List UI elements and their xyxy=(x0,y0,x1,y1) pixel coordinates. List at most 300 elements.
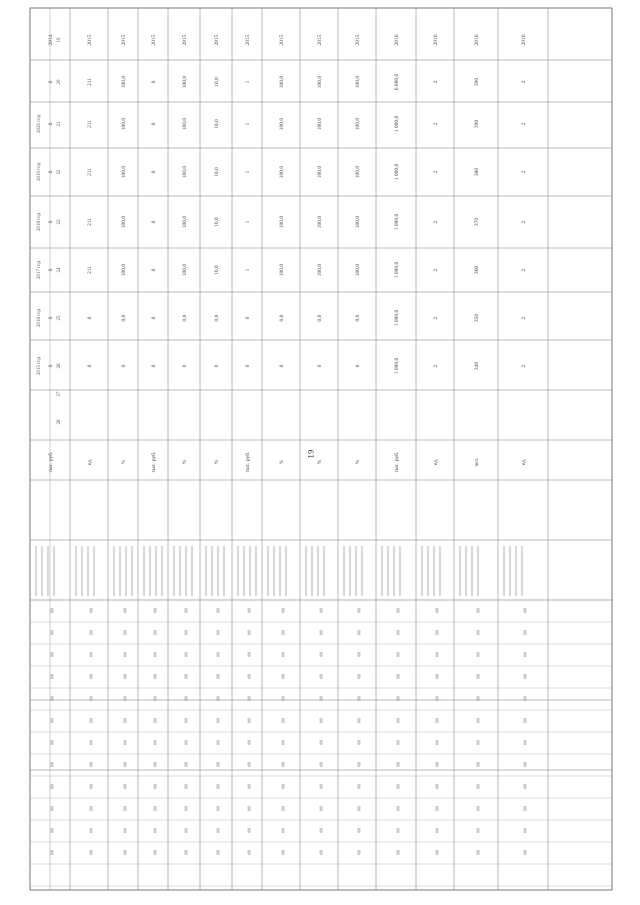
small-code-cell xyxy=(185,740,188,745)
small-code-cell xyxy=(124,850,127,855)
table-cell: 0 xyxy=(151,170,157,174)
table-cell: 100,0 xyxy=(355,215,361,229)
small-code-cell xyxy=(51,806,54,811)
small-code-cell xyxy=(154,850,157,855)
table-cell: 10,0 xyxy=(214,119,220,129)
small-code-cell xyxy=(320,630,323,635)
small-code-cell xyxy=(90,674,93,679)
table-cell: 211 xyxy=(87,265,93,275)
small-code-cell xyxy=(524,718,527,723)
small-code-cell xyxy=(397,806,400,811)
small-code-cell xyxy=(320,740,323,745)
table-cell: 100,0 xyxy=(182,117,188,131)
small-code-cell xyxy=(358,674,361,679)
table-cell: тыс. руб. xyxy=(151,451,157,473)
table-cell: 0 xyxy=(317,364,323,368)
small-code-cell xyxy=(217,806,220,811)
table-cell: 100,0 xyxy=(317,117,323,131)
column-number: 20 xyxy=(57,79,62,85)
small-code-cell xyxy=(217,850,220,855)
small-code-cell xyxy=(477,718,480,723)
small-code-cell xyxy=(524,630,527,635)
column-number: 22 xyxy=(57,169,62,175)
table-cell: 2015 xyxy=(317,34,323,46)
table-cell: 211 xyxy=(87,77,93,87)
small-code-cell xyxy=(90,696,93,701)
table-cell: тыс. руб. xyxy=(394,451,400,473)
table-cell: 100,0 xyxy=(279,263,285,277)
small-code-cell xyxy=(524,850,527,855)
small-code-cell xyxy=(320,674,323,679)
small-code-cell xyxy=(397,740,400,745)
small-code-cell xyxy=(248,608,251,613)
table-cell: 390 xyxy=(474,77,480,87)
table-cell: % xyxy=(317,459,323,465)
small-code-cell xyxy=(320,806,323,811)
small-code-cell xyxy=(51,828,54,833)
small-code-cell xyxy=(477,740,480,745)
small-code-cell xyxy=(320,696,323,701)
table-cell: 0 xyxy=(279,364,285,368)
small-code-cell xyxy=(282,740,285,745)
small-code-cell xyxy=(397,718,400,723)
small-code-cell xyxy=(282,608,285,613)
table-cell: 2015 xyxy=(121,34,127,46)
small-code-cell xyxy=(436,630,439,635)
small-code-cell xyxy=(90,740,93,745)
table-cell: 0,0 xyxy=(317,314,323,322)
table-cell: 100,0 xyxy=(317,263,323,277)
small-code-cell xyxy=(124,696,127,701)
year-header: 2017 год xyxy=(37,260,42,280)
small-code-cell xyxy=(51,740,54,745)
table-cell: 380 xyxy=(474,167,480,177)
small-code-cell xyxy=(282,784,285,789)
table-cell: 100,0 xyxy=(355,117,361,131)
table-cell: 100,0 xyxy=(121,75,127,89)
small-code-cell xyxy=(51,850,54,855)
small-code-cell xyxy=(248,740,251,745)
small-code-cell xyxy=(90,784,93,789)
small-code-cell xyxy=(217,608,220,613)
table-cell: 0 xyxy=(151,364,157,368)
table-cell: % xyxy=(182,459,188,465)
small-code-cell xyxy=(282,652,285,657)
table-cell: 1 xyxy=(245,268,251,272)
table-cell: 2 xyxy=(433,316,439,320)
table-cell: 2016 xyxy=(433,34,439,46)
table-cell: 0,0 xyxy=(214,314,220,322)
small-code-cell xyxy=(51,652,54,657)
year-header: 2020 год xyxy=(37,114,42,134)
table-cell: 0 xyxy=(48,220,54,224)
table-cell: 2 xyxy=(433,268,439,272)
small-code-cell xyxy=(436,718,439,723)
small-code-cell xyxy=(436,784,439,789)
table-cell: 390 xyxy=(474,119,480,129)
small-code-cell xyxy=(185,630,188,635)
table-cell: 6 000,0 xyxy=(394,73,400,91)
small-code-cell xyxy=(282,762,285,767)
table-cell: 211 xyxy=(87,217,93,227)
table-cell: 0 xyxy=(182,364,188,368)
small-code-cell xyxy=(436,828,439,833)
small-code-cell xyxy=(436,740,439,745)
table-cell: 0 xyxy=(151,80,157,84)
small-code-cell xyxy=(154,608,157,613)
small-code-cell xyxy=(51,784,54,789)
table-cell: 100,0 xyxy=(121,165,127,179)
table-cell: чел. xyxy=(474,457,480,467)
table-cell: 1 000,0 xyxy=(394,309,400,327)
small-code-cell xyxy=(282,718,285,723)
table-cell: 2015 xyxy=(355,34,361,46)
table-cell: 2 xyxy=(521,268,527,272)
table-cell: 2 xyxy=(433,220,439,224)
small-code-cell xyxy=(248,806,251,811)
small-code-cell xyxy=(124,630,127,635)
table-cell: 1 xyxy=(245,170,251,174)
table-cell: 0,0 xyxy=(121,314,127,322)
table-cell: 2015 xyxy=(182,34,188,46)
small-code-cell xyxy=(124,784,127,789)
small-code-cell xyxy=(282,630,285,635)
table-cell: 2 xyxy=(521,220,527,224)
small-code-cell xyxy=(524,696,527,701)
small-code-cell xyxy=(397,784,400,789)
small-code-cell xyxy=(358,806,361,811)
small-code-cell xyxy=(185,762,188,767)
small-code-cell xyxy=(477,608,480,613)
table-border xyxy=(30,8,612,890)
column-number: 25 xyxy=(57,315,62,321)
column-number: 19 xyxy=(57,37,62,43)
small-code-cell xyxy=(477,630,480,635)
small-code-cell xyxy=(320,828,323,833)
table-cell: ед. xyxy=(87,458,93,466)
table-cell: 211 xyxy=(87,119,93,129)
table-cell: 2 xyxy=(521,80,527,84)
table-cell: ед. xyxy=(521,458,527,466)
small-code-cell xyxy=(320,850,323,855)
small-code-cell xyxy=(217,630,220,635)
table-cell: 2015 xyxy=(151,34,157,46)
small-code-cell xyxy=(217,718,220,723)
small-code-cell xyxy=(282,850,285,855)
small-code-cell xyxy=(358,850,361,855)
table-cell: 2014 xyxy=(48,34,54,46)
table-cell: 2015 xyxy=(87,34,93,46)
table-cell: 2 xyxy=(521,364,527,368)
table-cell: % xyxy=(279,459,285,465)
small-code-cell xyxy=(51,608,54,613)
table-cell: 1 000,0 xyxy=(394,261,400,279)
small-code-cell xyxy=(436,696,439,701)
year-header: 2015 год xyxy=(37,356,42,376)
small-code-cell xyxy=(124,740,127,745)
small-code-cell xyxy=(524,784,527,789)
table-cell: 0,0 xyxy=(279,314,285,322)
table-cell: 211 xyxy=(87,167,93,177)
table-cell: 100,0 xyxy=(279,215,285,229)
small-code-cell xyxy=(320,608,323,613)
small-code-cell xyxy=(51,630,54,635)
small-code-cell xyxy=(51,718,54,723)
table-cell: 0 xyxy=(245,364,251,368)
small-code-cell xyxy=(51,762,54,767)
small-code-cell xyxy=(248,762,251,767)
table-cell: 2 xyxy=(433,80,439,84)
small-code-cell xyxy=(477,674,480,679)
small-code-cell xyxy=(282,806,285,811)
small-code-cell xyxy=(154,696,157,701)
small-code-cell xyxy=(90,806,93,811)
page-number: 19 xyxy=(307,449,316,459)
table-cell: 0 xyxy=(48,316,54,320)
table-cell: 100,0 xyxy=(355,165,361,179)
small-code-cell xyxy=(320,718,323,723)
table-cell: 100,0 xyxy=(182,75,188,89)
small-code-cell xyxy=(282,696,285,701)
table-cell: ед. xyxy=(433,458,439,466)
small-code-cell xyxy=(248,652,251,657)
table-cell: 2016 xyxy=(394,34,400,46)
table-cell: 100,0 xyxy=(355,75,361,89)
small-code-cell xyxy=(524,674,527,679)
small-code-cell xyxy=(90,762,93,767)
table-cell: 0 xyxy=(48,122,54,126)
table-cell: 340 xyxy=(474,361,480,371)
table-cell: 0 xyxy=(151,122,157,126)
table-cell: 0 xyxy=(151,220,157,224)
small-code-cell xyxy=(477,828,480,833)
table-cell: 2015 xyxy=(279,34,285,46)
small-code-cell xyxy=(51,696,54,701)
small-code-cell xyxy=(154,630,157,635)
small-code-cell xyxy=(477,696,480,701)
year-header: 2016 год xyxy=(37,308,42,328)
table-cell: 1 xyxy=(245,122,251,126)
small-code-cell xyxy=(185,652,188,657)
year-header: 2018 год xyxy=(37,212,42,232)
small-code-cell xyxy=(282,674,285,679)
small-code-cell xyxy=(436,674,439,679)
small-code-cell xyxy=(51,674,54,679)
table-cell: 0 xyxy=(214,364,220,368)
small-code-cell xyxy=(90,630,93,635)
small-code-cell xyxy=(397,762,400,767)
table-cell: 10,0 xyxy=(214,77,220,87)
column-number: 23 xyxy=(57,219,62,225)
small-code-cell xyxy=(358,630,361,635)
table-cell: 2015 xyxy=(214,34,220,46)
small-code-cell xyxy=(358,652,361,657)
small-code-cell xyxy=(248,674,251,679)
table-cell: 0 xyxy=(245,316,251,320)
small-code-cell xyxy=(154,718,157,723)
table-cell: 100,0 xyxy=(317,75,323,89)
table-cell: 100,0 xyxy=(279,117,285,131)
table-cell: % xyxy=(355,459,361,465)
small-code-cell xyxy=(217,784,220,789)
small-code-cell xyxy=(358,718,361,723)
small-code-cell xyxy=(524,740,527,745)
small-code-cell xyxy=(524,806,527,811)
small-code-cell xyxy=(217,652,220,657)
table-cell: 0,0 xyxy=(182,314,188,322)
small-code-cell xyxy=(154,784,157,789)
table-cell: 10,0 xyxy=(214,265,220,275)
small-code-cell xyxy=(524,828,527,833)
small-code-cell xyxy=(358,784,361,789)
table-cell: тыс. руб. xyxy=(48,451,54,473)
table-cell: 0 xyxy=(355,364,361,368)
small-code-cell xyxy=(217,828,220,833)
small-code-cell xyxy=(185,696,188,701)
small-code-cell xyxy=(477,850,480,855)
table-cell: 1 xyxy=(245,80,251,84)
small-code-cell xyxy=(90,850,93,855)
table-cell: 350 xyxy=(474,313,480,323)
table-cell: 360 xyxy=(474,265,480,275)
table-cell: 2 xyxy=(521,316,527,320)
small-code-cell xyxy=(397,630,400,635)
small-code-cell xyxy=(358,762,361,767)
table-cell: 2 xyxy=(433,170,439,174)
small-code-cell xyxy=(154,828,157,833)
table-cell: 0 xyxy=(87,316,93,320)
small-code-cell xyxy=(320,784,323,789)
table-cell: 1 000,0 xyxy=(394,163,400,181)
small-code-cell xyxy=(282,828,285,833)
small-code-cell xyxy=(477,806,480,811)
table-cell: тыс. руб. xyxy=(245,451,251,473)
small-code-cell xyxy=(185,674,188,679)
small-code-cell xyxy=(124,762,127,767)
table-cell: 1 000,0 xyxy=(394,357,400,375)
table-cell: 1 000,0 xyxy=(394,213,400,231)
small-code-cell xyxy=(397,652,400,657)
small-code-cell xyxy=(320,652,323,657)
column-number: 24 xyxy=(57,267,62,273)
table-cell: 100,0 xyxy=(317,165,323,179)
table-cell: 1 xyxy=(245,220,251,224)
table-cell: 0 xyxy=(48,364,54,368)
small-code-cell xyxy=(436,608,439,613)
small-code-cell xyxy=(248,828,251,833)
small-code-cell xyxy=(320,762,323,767)
small-code-cell xyxy=(397,674,400,679)
small-code-cell xyxy=(124,608,127,613)
table-cell: 100,0 xyxy=(121,117,127,131)
table-cell: 0 xyxy=(87,364,93,368)
small-code-cell xyxy=(217,674,220,679)
table-cell: 10,0 xyxy=(214,167,220,177)
small-code-cell xyxy=(248,784,251,789)
small-code-cell xyxy=(154,652,157,657)
table-cell: 100,0 xyxy=(182,263,188,277)
small-code-cell xyxy=(358,828,361,833)
small-code-cell xyxy=(397,850,400,855)
small-code-cell xyxy=(397,828,400,833)
table-cell: 2 xyxy=(521,122,527,126)
table-cell: 100,0 xyxy=(182,165,188,179)
year-header: 2019 год xyxy=(37,162,42,182)
column-number: 28 xyxy=(57,419,62,425)
small-code-cell xyxy=(217,696,220,701)
small-code-cell xyxy=(124,674,127,679)
column-number: 27 xyxy=(57,391,62,397)
small-code-cell xyxy=(217,740,220,745)
table-cell: 0 xyxy=(48,170,54,174)
column-number: 21 xyxy=(57,121,62,127)
small-code-cell xyxy=(524,652,527,657)
small-code-cell xyxy=(217,762,220,767)
small-code-cell xyxy=(185,784,188,789)
table-cell: 370 xyxy=(474,217,480,227)
table-cell: % xyxy=(214,459,220,465)
table-cell: 100,0 xyxy=(279,165,285,179)
small-code-cell xyxy=(185,608,188,613)
small-code-cell xyxy=(154,674,157,679)
small-code-cell xyxy=(154,806,157,811)
small-code-cell xyxy=(185,718,188,723)
table-cell: 100,0 xyxy=(355,263,361,277)
table-cell: 2 xyxy=(433,122,439,126)
table-cell: 0 xyxy=(151,268,157,272)
small-code-cell xyxy=(477,652,480,657)
small-code-cell xyxy=(524,608,527,613)
small-code-cell xyxy=(477,762,480,767)
small-code-cell xyxy=(90,608,93,613)
table-cell: 2 xyxy=(521,170,527,174)
table-cell: 100,0 xyxy=(182,215,188,229)
small-code-cell xyxy=(436,762,439,767)
small-code-cell xyxy=(124,652,127,657)
small-code-cell xyxy=(90,828,93,833)
small-code-cell xyxy=(124,806,127,811)
table-cell: 2015 xyxy=(245,34,251,46)
small-code-cell xyxy=(154,740,157,745)
table-cell: 0 xyxy=(48,268,54,272)
small-code-cell xyxy=(124,828,127,833)
table-cell: 2 xyxy=(433,364,439,368)
small-code-cell xyxy=(185,850,188,855)
small-code-cell xyxy=(248,630,251,635)
small-code-cell xyxy=(154,762,157,767)
small-code-cell xyxy=(524,762,527,767)
table-cell: 100,0 xyxy=(121,215,127,229)
small-code-cell xyxy=(248,696,251,701)
small-code-cell xyxy=(358,696,361,701)
small-code-cell xyxy=(397,696,400,701)
small-code-cell xyxy=(185,806,188,811)
table-cell: 10,0 xyxy=(214,217,220,227)
small-code-cell xyxy=(90,718,93,723)
small-code-cell xyxy=(90,652,93,657)
small-code-cell xyxy=(185,828,188,833)
small-code-cell xyxy=(358,608,361,613)
table-cell: 100,0 xyxy=(317,215,323,229)
small-code-cell xyxy=(436,806,439,811)
small-code-cell xyxy=(436,850,439,855)
column-number: 26 xyxy=(57,363,62,369)
table-cell: 0 xyxy=(151,316,157,320)
table-cell: 2016 xyxy=(474,34,480,46)
table-cell: 0,0 xyxy=(355,314,361,322)
table-cell: 2016 xyxy=(521,34,527,46)
table-cell: 100,0 xyxy=(279,75,285,89)
